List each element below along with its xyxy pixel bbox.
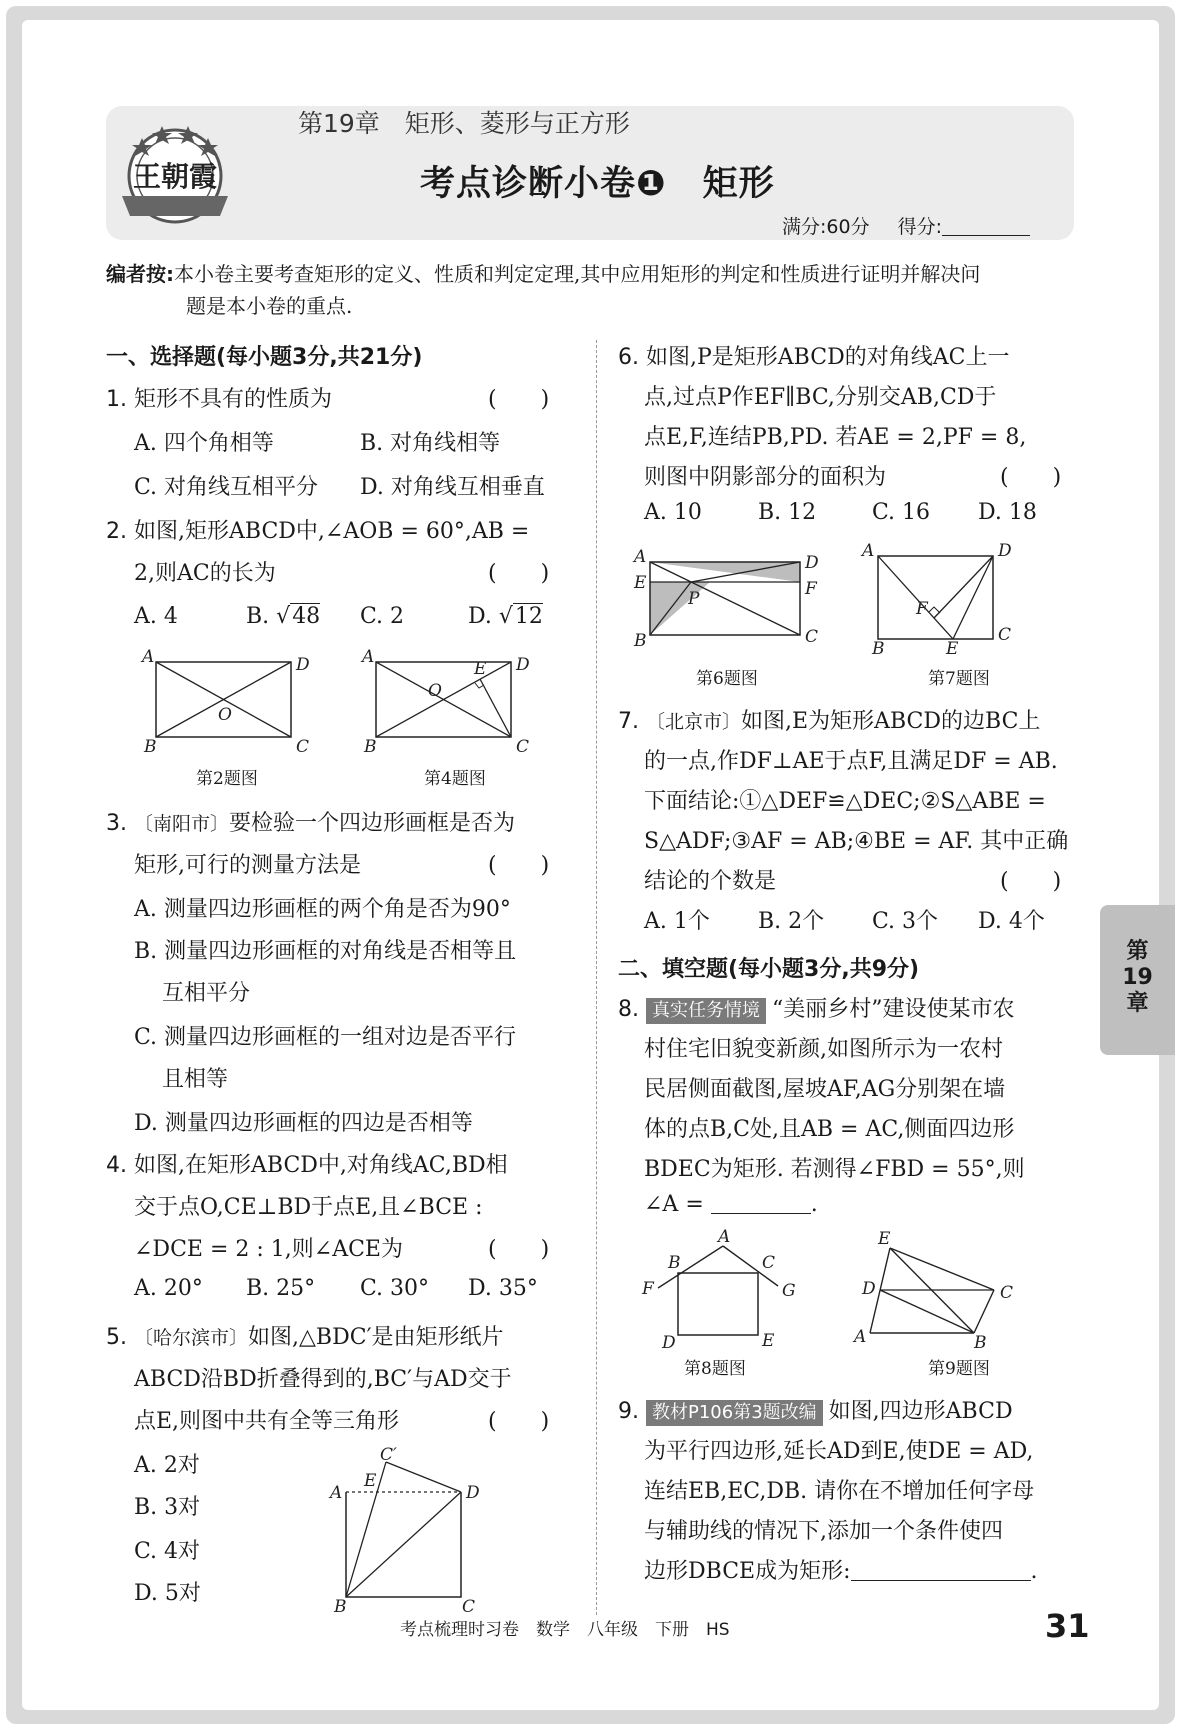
fig5-label-c-prime: C′ [380,1445,397,1465]
q6-line1 [618,340,1009,371]
q1-number: 1. [106,387,127,412]
svg-text:王朝霞: 王朝霞 [132,160,218,193]
fig4-label-b: B [364,737,377,757]
q6-line2: 点,过点P作EF∥BC,分别交AB,CD于 [644,385,997,410]
fig4-label-c: C [516,737,530,757]
fig7-label-e: E [946,639,959,659]
q2-line1 [106,514,529,545]
q1-option-d[interactable]: D. 对角线互相垂直 [360,475,545,500]
figure-q2 [136,647,310,758]
q4-text1: 如图,在矩形ABCD中,对角线AC,BD相 [134,1153,508,1178]
fig7-label-c: C [998,625,1012,645]
fig6-label-f: F [805,579,817,599]
fig6-label-c: C [805,627,819,647]
fig7-caption: 第7题图 [928,669,990,689]
fig4-label-e: E [474,659,487,679]
q7-answer-paren[interactable]: ( ) [1000,869,1062,894]
fig4-label-o: O [428,681,442,701]
fig7-label-d: D [998,541,1012,561]
fig2-label-b: B [144,737,157,757]
publisher-logo [112,112,238,234]
fig2-label-o: O [218,705,232,725]
q8-line3: 民居侧面截图,屋坡AF,AG分别架在墙 [644,1077,1006,1102]
q5-text1: 如图,△BDC′是由矩形纸片 [248,1325,504,1350]
q7-source: 〔北京市〕 [646,711,742,733]
q4-line1 [106,1148,508,1179]
q8-answer-blank[interactable] [711,1193,811,1214]
q7-line4: S△ADF;③AF = AB;④BE = AF. 其中正确 [644,829,1069,854]
column-divider [596,340,597,1615]
q6-line4: 则图中阴影部分的面积为 [644,465,887,490]
fig6-label-d: D [805,553,819,573]
q9-line5: 边形DBCE成为矩形: . [644,1559,1038,1584]
fig2-caption: 第2题图 [196,769,258,789]
q3-text1: 要检验一个四边形画框是否为 [229,811,516,836]
q1-stem [106,382,332,413]
q6-line3: 点E,F,连结PB,PD. 若AE = 2,PF = 8, [644,425,1027,450]
q3-answer-paren[interactable]: ( ) [488,853,550,878]
q7-line3: 下面结论:①△DEF≌△DEC;②S△ABE = [644,789,1046,814]
q6-answer-paren[interactable]: ( ) [1000,465,1062,490]
q2-option-c[interactable]: C. 2 [360,604,405,629]
fig4-caption: 第4题图 [424,769,486,789]
fig8-label-d: D [662,1333,676,1353]
q7-line5: 结论的个数是 [644,869,777,894]
q6-option-a[interactable]: A. 10 [644,500,702,525]
fig9-label-c: C [1000,1283,1014,1303]
q3-number: 3. [106,811,127,836]
fig5-label-c: C [462,1597,476,1617]
q8-badge: 真实任务情境 [646,998,766,1024]
fig8-label-b: B [668,1253,681,1273]
q4-option-d[interactable]: D. 35° [468,1276,538,1301]
q5-number: 5. [106,1325,127,1350]
q9-text5: 边形DBCE成为矩形: [644,1559,851,1584]
fig8-label-c: C [762,1253,776,1273]
page-footer: 考点梳理时习卷 数学 八年级 下册 HS [400,1620,730,1640]
fig9-label-e: E [878,1229,891,1249]
q2-option-d-label: D. [468,604,492,629]
q1-option-b[interactable]: B. 对角线相等 [360,431,501,456]
q7-text1: 如图,E为矩形ABCD的边BC上 [741,709,1041,734]
editor-note-line2: 题是本小卷的重点. [186,294,353,318]
q2-number: 2. [106,519,127,544]
fig8-label-e: E [762,1331,775,1351]
side-tab-line2: 19 [1122,965,1153,990]
q5-option-a[interactable]: A. 2对 [134,1453,200,1478]
fig5-label-e: E [364,1471,377,1491]
paper-title: 考点诊断小卷❶ 矩形 [420,164,775,204]
q5-answer-paren[interactable]: ( ) [488,1409,550,1434]
q5-line1 [106,1320,504,1351]
side-tab-line3: 章 [1126,991,1149,1016]
q9-answer-blank[interactable] [851,1560,1031,1581]
q4-number: 4. [106,1153,127,1178]
fig5-label-b: B [334,1597,347,1617]
fig7-label-f: F [916,599,928,619]
q7-number: 7. [618,709,639,734]
fig9-label-b: B [974,1333,987,1353]
q6-option-b[interactable]: B. 12 [758,500,817,525]
q5-option-b[interactable]: B. 3对 [134,1495,201,1520]
q8-text6: ∠A = [644,1192,704,1217]
chapter-title: 第19章 矩形、菱形与正方形 [298,109,630,138]
fig9-label-d: D [862,1279,876,1299]
q5-line2: ABCD沿BD折叠得到的,BC′与AD交于 [134,1367,512,1392]
q7-option-c[interactable]: C. 3个 [872,909,939,934]
q4-option-a[interactable]: A. 20° [134,1276,203,1301]
figure-q7 [858,541,1038,660]
fig5-label-a: A [330,1483,343,1503]
q8-line2: 村住宅旧貌变新颜,如图所示为一农村 [644,1037,1003,1062]
fig6-label-p: P [688,589,700,609]
q4-line2: 交于点O,CE⊥BD于点E,且∠BCE : [134,1195,483,1220]
q6-option-c[interactable]: C. 16 [872,500,931,525]
q5-option-c[interactable]: C. 4对 [134,1539,201,1564]
q8-text1: “美丽乡村”建设使某市农 [772,997,1015,1022]
q6-text1: 如图,P是矩形ABCD的对角线AC上一 [646,345,1010,370]
q7-line2: 的一点,作DF⊥AE于点F,且满足DF = AB. [644,749,1058,774]
q4-answer-paren[interactable]: ( ) [488,1237,550,1262]
q3-option-c[interactable]: C. 测量四边形画框的一组对边是否平行 [134,1025,517,1050]
editor-note-label: 编者按: [106,262,174,286]
fig5-label-d: D [466,1483,480,1503]
section1-title: 一、选择题(每小题3分,共21分) [106,345,423,370]
q9-line2: 为平行四边形,延长AD到E,使DE = AD, [644,1439,1034,1464]
score-blank[interactable] [942,217,1030,236]
q5-source: 〔哈尔滨市〕 [134,1327,249,1349]
fig6-caption: 第6题图 [696,669,758,689]
fig7-label-a: A [862,541,875,561]
score-label: 得分: [897,216,943,238]
q1-option-c[interactable]: C. 对角线互相平分 [134,475,319,500]
q9-text1: 如图,四边形ABCD [828,1399,1013,1424]
section2-title: 二、填空题(每小题3分,共9分) [618,957,920,982]
q5-option-d[interactable]: D. 5对 [134,1581,201,1606]
q4-option-c[interactable]: C. 30° [360,1276,430,1301]
side-tab-line1: 第 [1126,939,1149,964]
q3-option-a[interactable]: A. 测量四边形画框的两个角是否为90° [134,897,511,922]
q4-option-b[interactable]: B. 25° [246,1276,316,1301]
figure-q4 [356,647,530,758]
fig6-label-b: B [634,631,647,651]
q8-line6: ∠A = . [644,1192,818,1217]
q6-option-d[interactable]: D. 18 [978,500,1037,525]
q3-option-b-cont: 互相平分 [162,981,251,1006]
full-score: 满分:60分 [782,216,870,238]
q9-badge: 教材P106第3题改编 [646,1400,823,1426]
q1-text: 矩形不具有的性质为 [134,387,333,412]
fig4-label-a: A [362,647,375,667]
q5-line3: 点E,则图中共有全等三角形 [134,1409,400,1434]
q2-option-b-label: B. [246,604,270,629]
q9-number: 9. [618,1399,639,1424]
q9-line3: 连结EB,EC,DB. 请你在不增加任何字母 [644,1479,1035,1504]
q3-line2: 矩形,可行的测量方法是 [134,853,361,878]
q2-line2: 2,则AC的长为 [134,561,276,586]
fig8-caption: 第8题图 [684,1359,746,1379]
editor-note-line1: 本小卷主要考查矩形的定义、性质和判定定理,其中应用矩形的判定和性质进行证明并解决问 [174,262,981,286]
q8-line1 [618,992,1015,1024]
q2-text1: 如图,矩形ABCD中,∠AOB = 60°,AB = [134,519,530,544]
fig9-label-a: A [854,1327,867,1347]
fig4-label-d: D [516,655,530,675]
score-line [782,212,1030,239]
q7-option-d[interactable]: D. 4个 [978,909,1045,934]
q9-line4: 与辅助线的情况下,添加一个条件使四 [644,1519,1003,1544]
q3-option-c-cont: 且相等 [162,1067,229,1092]
fig2-label-a: A [142,647,155,667]
fig7-label-b: B [872,639,885,659]
editor-note [106,258,1074,322]
q2-option-a[interactable]: A. 4 [134,604,178,629]
q2-option-b[interactable]: B. √48 [246,604,321,629]
q2-option-d-radicand: 12 [514,604,543,629]
fig6-label-a: A [634,547,647,567]
q1-answer-paren[interactable]: ( ) [488,387,550,412]
q7-option-a[interactable]: A. 1个 [644,909,710,934]
fig9-caption: 第9题图 [928,1359,990,1379]
q8-number: 8. [618,997,639,1022]
q3-option-d[interactable]: D. 测量四边形画框的四边是否相等 [134,1111,473,1136]
q2-option-b-radicand: 48 [292,604,321,629]
q7-option-b[interactable]: B. 2个 [758,909,825,934]
figure-q9 [850,1228,1040,1354]
page-number: 31 [1045,1607,1090,1645]
figure-q5 [326,1445,566,1618]
q4-line3: ∠DCE = 2 : 1,则∠ACE为 [134,1237,403,1262]
figure-q8 [638,1228,808,1354]
fig2-label-d: D [296,655,310,675]
q8-line4: 体的点B,C处,且AB = AC,侧面四边形 [644,1117,1015,1142]
q3-option-b[interactable]: B. 测量四边形画框的对角线是否相等且 [134,939,517,964]
q3-source: 〔南阳市〕 [134,813,230,835]
q7-line1 [618,704,1040,735]
fig2-label-c: C [296,737,310,757]
fig6-label-e: E [634,573,647,593]
q6-number: 6. [618,345,639,370]
q1-option-a[interactable]: A. 四个角相等 [134,431,274,456]
chapter-side-tab [1100,905,1175,1055]
fig8-label-a: A [718,1227,731,1247]
q9-line1 [618,1394,1013,1426]
figure-q6 [630,547,820,656]
q3-line1 [106,806,515,837]
q2-option-d[interactable]: D. √12 [468,604,543,629]
fig8-label-f: F [642,1279,654,1299]
q8-line5: BDEC为矩形. 若测得∠FBD = 55°,则 [644,1157,1025,1182]
fig8-label-g: G [782,1281,796,1301]
q2-answer-paren[interactable]: ( ) [488,561,550,586]
